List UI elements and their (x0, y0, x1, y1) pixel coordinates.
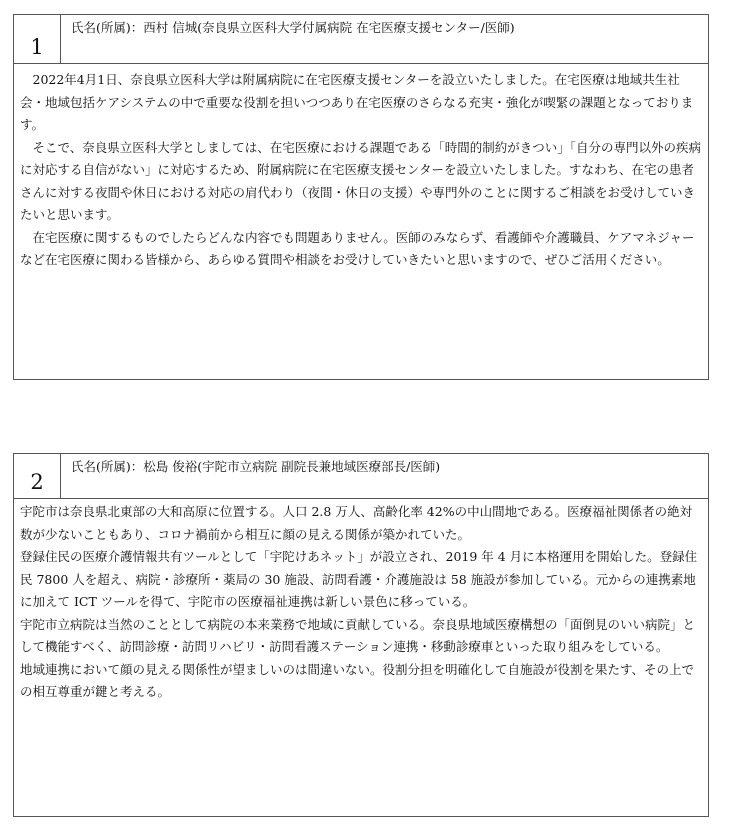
paragraph: 2022年4月1日、奈良県立医科大学は附属病院に在宅医療支援センターを設立いたしました。在宅医療は地域共生社会・地域包括ケアシステムの中で重要な役割を担いつつあり在宅医療のさらなる充実・強化が喫緊の課題となっております。 (20, 72, 694, 132)
section-header (14, 15, 708, 64)
paragraph: 宇陀市は奈良県北東部の大和高原に位置する。人口 2.8 万人、高齢化率 42%の中山間地である。医療福祉関係者の絶対数が少ないこともあり、コロナ禍前から相互に顔の見える関係が築かれていた。 (20, 504, 693, 542)
paragraph: 登録住民の医療介護情報共有ツールとして「宇陀けあネット」が設立され、2019 年 4 月に本格運用を開始した。登録住民 7800 人を超え、病院・診療所・薬局の 30 施設、訪問看護・介護施設は 58 施設が参加している。元からの連携素地に加えて ICT ツールを得て、宇陀市の医療福祉連携は新しい景色に移っている。 (20, 549, 698, 609)
section-body (14, 64, 708, 272)
section-card-2 (13, 453, 709, 817)
paragraph: 在宅医療に関するものでしたらどんな内容でも問題ありません。医師のみならず、看護師や介護職員、ケアマネジャーなど在宅医療に関わる皆様から、あらゆる質問や相談をお受けしていきたいと思いますので、ぜひご活用ください。 (20, 229, 695, 267)
author-affiliation: 氏名(所属)：西村 信城(奈良県立医科大学付属病院 在宅医療支援センター/医師) (71, 20, 515, 35)
section-body (14, 499, 708, 704)
section-card-1 (13, 14, 709, 380)
paragraph: 地域連携において顔の見える関係性が望ましいのは間違いない。役割分担を明確化して自施設が役割を果たす、その上での相互尊重が鍵と考える。 (20, 661, 695, 699)
section-header (14, 454, 708, 499)
paragraph: 宇陀市立病院は当然のこととして病院の本来業務で地域に貢献している。奈良県地域医療構想の「面倒見のいい病院」として機能すべく、訪問診療・訪問リハビリ・訪問看護ステーション連携・移動診療車といった取り組みをしている。 (20, 616, 696, 654)
section-number: 1 (14, 15, 61, 63)
section-number: 2 (14, 454, 61, 498)
paragraph: そこで、奈良県立医科大学としましては、在宅医療における課題である「時間的制約がきつい」「自分の専門以外の疾病に対応する自信がない」に対応するため、附属病院に在宅医療支援センターを設立いたしました。すなわち、在宅の患者さんに対する夜間や休日における対応の肩代わり（夜間・休日の支援）や専門外のことに関するご相談をお受けしていきたいと思います。 (20, 139, 702, 222)
author-affiliation: 氏名(所属)：松島 俊裕(宇陀市立病院 副院長兼地域医療部長/医師) (71, 459, 441, 474)
